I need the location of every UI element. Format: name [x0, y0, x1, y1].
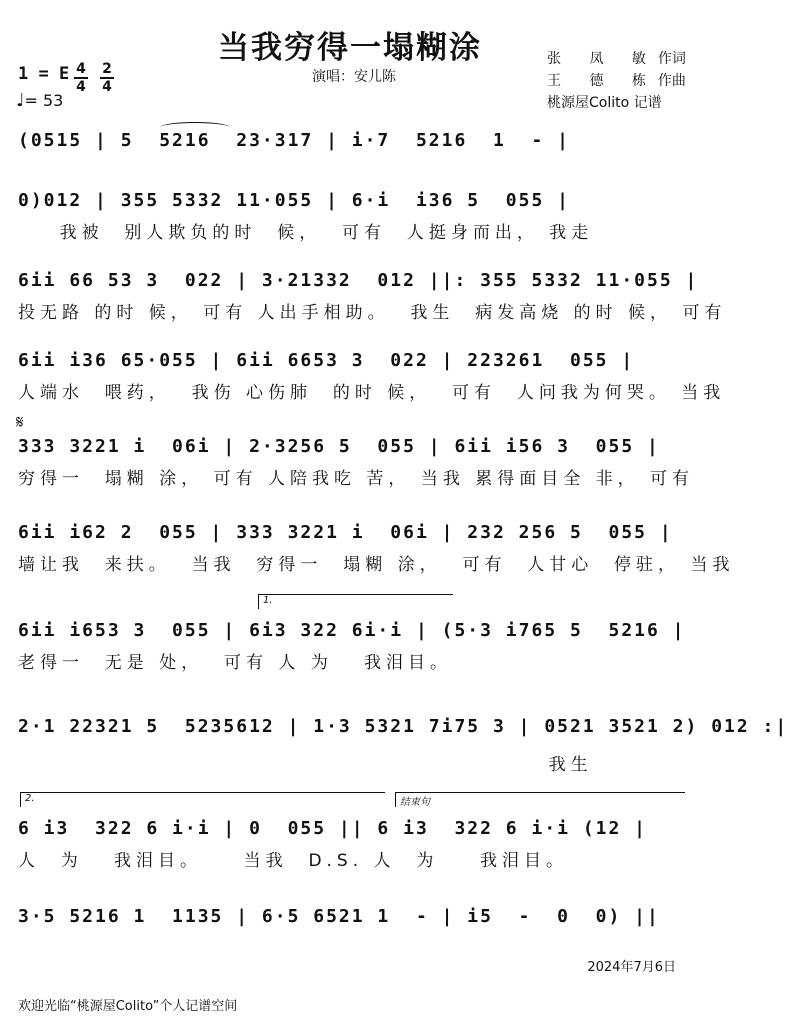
notation-line: 333 3221 i 06i | 2·3256 5 055 | 6ii i56 3 055 |	[18, 436, 660, 457]
segno-icon: 𝄋	[16, 412, 24, 433]
singer-credit: 演唱：安儿陈	[312, 69, 396, 85]
notation-line: 6ii i62 2 055 | 333 3221 i 06i | 232 256 5 055 |	[18, 522, 673, 543]
lyrics-line: 人 为 我泪目。 当我 D.S. 人 为 我泪目。	[18, 851, 568, 871]
composer-name: 王 德 栋	[547, 73, 658, 89]
tempo-value: = 53	[24, 91, 64, 110]
lyrics-line: 我生	[18, 755, 593, 775]
time-sig-den: 4	[76, 79, 86, 95]
notation-line: 6ii i653 3 055 | 6i3 322 6i·i | (5·3 i765 5 5216 |	[18, 620, 686, 641]
notation-line: 6 i3 322 6 i·i | 0 055 || 6 i3 322 6 i·i (12 |	[18, 818, 648, 839]
lyrics-line: 墙让我 来扶。 当我 穷得一 塌糊 涂， 可有 人甘心 停驻， 当我	[18, 555, 735, 575]
notation-line: 6ii 66 53 3 022 | 3·21332 012 ||: 355 5332 11·055 |	[18, 270, 699, 291]
time-signature-4-4	[74, 62, 88, 94]
lyrics-line: 我被 别人欺负的时 候， 可有 人挺身而出， 我走	[18, 223, 594, 243]
footer-text: 欢迎光临“桃源屋Colito”个人记谱空间	[18, 999, 238, 1014]
tempo-marking	[16, 90, 63, 111]
time-signature-2-4	[100, 62, 114, 94]
time-sig-num: 4	[76, 61, 86, 77]
lyricist-credit	[547, 48, 686, 68]
quarter-note-icon: ♩	[16, 90, 25, 111]
transcriber-credit	[547, 92, 662, 112]
notation-line: 0)012 | 355 5332 11·055 | 6·i i36 5 055 |	[18, 190, 570, 211]
notation-line: 6ii i36 65·055 | 6ii 6653 3 022 | 223261 055 |	[18, 350, 635, 371]
composer-credit	[547, 70, 686, 90]
lyricist-role: 作词	[657, 51, 686, 67]
lyrics-line: 穷得一 塌糊 涂， 可有 人陪我吃 苦， 当我 累得面目全 非， 可有	[18, 469, 695, 489]
notation-line: 3·5 5216 1 1135 | 6·5 6521 1 - | i5 - 0 0) ||	[18, 906, 660, 927]
volta-bracket-2: 2.	[20, 792, 385, 807]
notation-line: 2·1 22321 5 5235612 | 1·3 5321 7i75 3 | 0521 3521 2) 012 :|	[18, 716, 788, 737]
time-sig-den: 4	[102, 79, 112, 95]
lyrics-line: 投无路 的时 候， 可有 人出手相助。 我生 病发高烧 的时 候， 可有	[18, 303, 727, 323]
slur-mark	[160, 122, 230, 133]
key-signature: 1 = E	[18, 64, 70, 84]
time-sig-num: 2	[102, 61, 112, 77]
composer-role: 作曲	[657, 73, 686, 89]
ending-section-bracket: 结束句	[395, 792, 685, 807]
transcription-date: 2024年7月6日	[587, 960, 676, 975]
song-title: 当我穷得一塌糊涂	[218, 30, 482, 66]
volta-bracket-1: 1.	[258, 594, 453, 609]
notation-line: (0515 | 5 5216 23·317 | i·7 5216 1 - |	[18, 130, 570, 151]
lyrics-line: 老得一 无是 处， 可有 人 为 我泪目。	[18, 653, 453, 673]
transcriber-name: 桃源屋Colito	[547, 95, 630, 111]
lyricist-name: 张 凤 敏	[547, 51, 658, 67]
transcriber-role: 记谱	[633, 95, 662, 111]
lyrics-line: 人端水 喂药， 我伤 心伤肺 的时 候， 可有 人问我为何哭。 当我	[18, 383, 726, 403]
